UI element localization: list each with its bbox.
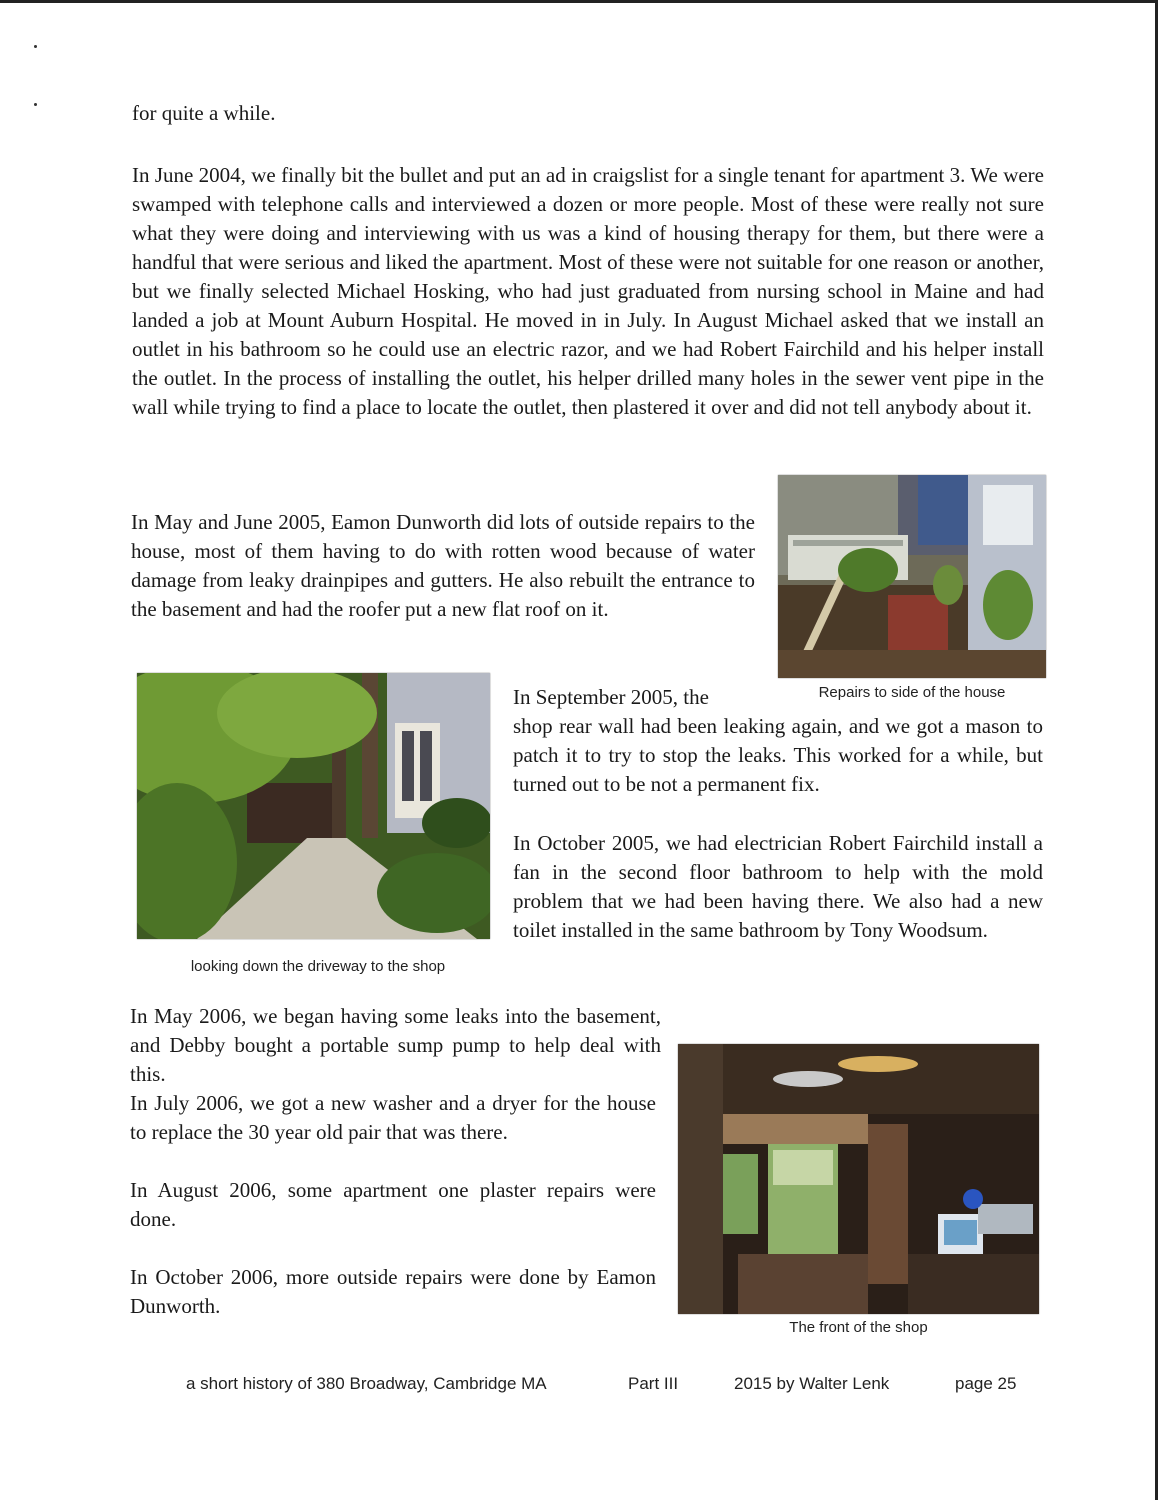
- footer-page-number: page 25: [955, 1374, 1017, 1393]
- paragraph-sept-2005-start: In September 2005, the: [513, 685, 709, 709]
- repairs-caption: Repairs to side of the house: [818, 684, 1006, 701]
- footer-credit: 2015 by Walter Lenk: [734, 1374, 890, 1393]
- paragraph-continuation: for quite a while.: [132, 101, 276, 125]
- scan-speck: [34, 45, 37, 48]
- paragraph-sept-2005: shop rear wall had been leaking again, and we got a mason to patch it to try to stop the leaks. This worked for a while, but turned out to be not a permanent fix.: [513, 714, 1043, 796]
- paragraph-may-june-2005: In May and June 2005, Eamon Dunworth did lots of outside repairs to the house, most of them having to do with rotten wood because of water damage from leaky drainpipes and gutters. He also rebuilt the entrance to the basement and had the roofer put a new flat roof on it.: [131, 510, 755, 621]
- paragraph-june-2004: In June 2004, we finally bit the bullet and put an ad in craigslist for a single tenant for apartment 3. We were swamped with telephone calls and interviewed a dozen or more people. Most of these were really not sure what they were doing and interviewing with us was a kind of housing therapy for them, but there were a handful that were serious and liked the apartment. Most of these were not suitable for one reason or another, but we finally selected Michael Hosking, who had just graduated from nursing school in Maine and had landed a job at Mount Auburn Hospital. He moved in in July. In August Michael asked that we install an outlet in his bathroom so he could use an electric razor, and we had Robert Fairchild and his helper install the outlet. In the process of installing the outlet, his helper drilled many holes in the sewer vent pipe in the wall while trying to find a place to locate the outlet, then plastered it over and did not tell anybody about it.: [132, 163, 1044, 419]
- footer-part: Part III: [628, 1374, 679, 1393]
- repairs-photo: [778, 475, 1046, 678]
- paragraph-aug-2006: In August 2006, some apartment one plaster repairs were done.: [130, 1178, 656, 1231]
- paragraph-may-2006: In May 2006, we began having some leaks into the basement, and Debby bought a portable sump pump to help deal with this.: [130, 1004, 661, 1086]
- driveway-photo: [137, 673, 490, 939]
- paragraph-oct-2006: In October 2006, more outside repairs were done by Eamon Dunworth.: [130, 1265, 656, 1318]
- scan-speck: [34, 103, 37, 106]
- driveway-caption: looking down the driveway to the shop: [190, 958, 446, 975]
- shop-caption: The front of the shop: [789, 1319, 928, 1336]
- paragraph-oct-2005: In October 2005, we had electrician Robert Fairchild install a fan in the second floor bathroom to help with the mold problem that we had been having there. We also had a new toilet installed in the same bathroom by Tony Woodsum.: [513, 831, 1043, 942]
- shop-photo: [678, 1044, 1039, 1314]
- footer-title: a short history of 380 Broadway, Cambridge MA: [186, 1374, 547, 1393]
- paragraph-july-2006: In July 2006, we got a new washer and a dryer for the house to replace the 30 year old pair that was there.: [130, 1091, 656, 1144]
